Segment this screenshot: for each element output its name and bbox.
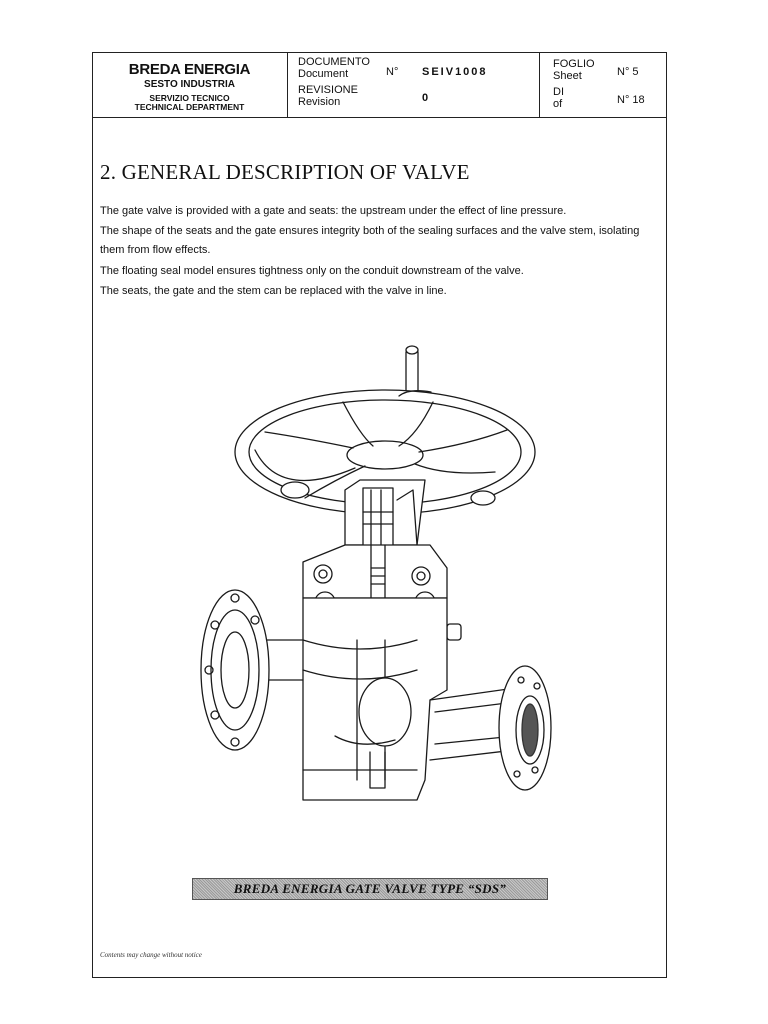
- revision-value: 0: [422, 92, 431, 104]
- division-name: SESTO INDUSTRIA: [144, 79, 235, 90]
- inlet-flange: [201, 590, 303, 750]
- sheet-info-block: [540, 52, 667, 117]
- paragraph-4: The seats, the gate and the stem can be replaced with the valve in line.: [100, 285, 447, 297]
- footer-notice: Contents may change without notice: [100, 951, 202, 959]
- company-block: [92, 52, 288, 117]
- sheet-number: N° 5: [617, 66, 639, 78]
- figure-caption-banner: [192, 878, 548, 900]
- valve-body: [303, 598, 447, 800]
- paragraph-2: The shape of the seats and the gate ensures integrity both of the sealing surfaces and the valve stem, isolating: [100, 225, 640, 237]
- revision-label-it: REVISIONE: [298, 84, 358, 96]
- company-name: BREDA ENERGIA: [128, 61, 251, 78]
- department-italian: SERVIZIO TECNICO: [149, 93, 230, 103]
- of-label-it: DI: [553, 86, 564, 98]
- of-label-en: of: [553, 98, 563, 110]
- paragraph-1: The gate valve is provided with a gate and seats: the upstream under the effect of line pressure.: [100, 205, 567, 217]
- figure-caption: BREDA ENERGIA GATE VALVE TYPE “SDS”: [233, 881, 507, 896]
- sheet-label-it: FOGLIO: [553, 58, 595, 70]
- paragraph-2-continued: them from flow effects.: [100, 244, 211, 256]
- department-english: TECHNICAL DEPARTMENT: [134, 102, 245, 112]
- gate-valve-illustration: [185, 340, 575, 840]
- sheet-label-en: Sheet: [553, 70, 582, 82]
- document-number: SEIV1008: [422, 66, 488, 78]
- paragraph-3: The floating seal model ensures tightness only on the conduit downstream of the valve.: [100, 265, 524, 277]
- document-label-it: DOCUMENTO: [298, 56, 370, 68]
- bonnet: [345, 480, 425, 546]
- total-sheets: N° 18: [617, 94, 645, 106]
- document-header: [92, 52, 667, 118]
- section-title: 2. GENERAL DESCRIPTION OF VALVE: [100, 160, 470, 184]
- outlet-flange: [430, 666, 551, 790]
- revision-label-en: Revision: [298, 96, 341, 108]
- document-label-en: Document: [298, 68, 349, 80]
- document-info-block: [288, 52, 540, 117]
- document-number-label: N°: [386, 66, 399, 78]
